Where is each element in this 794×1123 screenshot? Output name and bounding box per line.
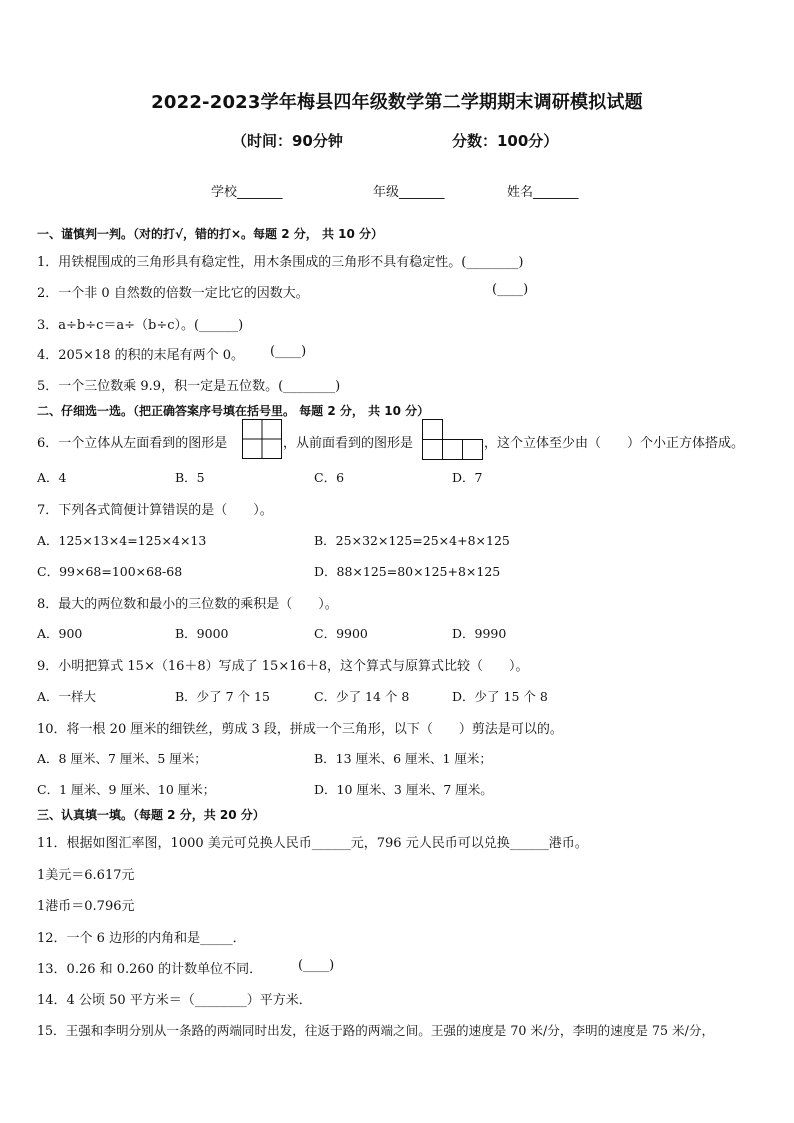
q9-option-d: D．少了 15 个 8 <box>452 689 548 704</box>
q10-option-c: C．1 厘米、9 厘米、10 厘米； <box>37 782 216 797</box>
q7-option-c: C．99×68=100×68-68 <box>37 564 183 579</box>
exchange-rate-usd: 1美元＝6.617元 <box>37 868 135 883</box>
q9-option-b: B．少了 7 个 15 <box>175 689 270 704</box>
exam-title: 2022-2023学年梅县四年级数学第二学期期末调研模拟试题 <box>151 92 643 113</box>
question-13-blank: (____) <box>298 958 335 973</box>
q7-option-b: B．25×32×125=25×4+8×125 <box>314 533 510 548</box>
question-1: 1．用铁棍围成的三角形具有稳定性，用木条围成的三角形不具有稳定性。(________) <box>37 255 524 270</box>
section2-heading: 二、仔细选一选。（把正确答案序号填在括号里。 每题 2 分， 共 10 分） <box>37 404 430 418</box>
question-13: 13．0.26 和 0.260 的计数单位不同． <box>37 962 263 977</box>
question-2: 2．一个非 0 自然数的倍数一定比它的因数大。 <box>37 286 309 301</box>
question-4-blank: (____) <box>270 344 307 359</box>
section1-heading: 一、谨慎判一判。（对的打√，错的打×。每题 2 分， 共 10 分） <box>37 227 383 241</box>
question-7: 7．下列各式简便计算错误的是（ ）。 <box>37 503 273 518</box>
q7-option-d: D．88×125=80×125+8×125 <box>314 564 501 579</box>
q10-option-a: A．8 厘米、7 厘米、5 厘米； <box>37 751 207 766</box>
q9-option-c: C．少了 14 个 8 <box>314 689 410 704</box>
grade-field: 年级_______ <box>373 185 445 200</box>
question-6-part-a: 6．一个立体从左面看到的图形是 <box>37 436 228 451</box>
name-field: 姓名_______ <box>507 185 579 200</box>
exam-score: 分数：100分） <box>452 132 559 150</box>
q6-option-c: C．6 <box>314 470 345 485</box>
q6-option-d: D．7 <box>452 470 483 485</box>
front-view-figure <box>422 419 484 460</box>
q7-option-a: A．125×13×4=125×4×13 <box>37 533 207 548</box>
q10-option-d: D．10 厘米、3 厘米、7 厘米。 <box>314 782 493 797</box>
question-4: 4．205×18 的积的末尾有两个 0。 <box>37 348 245 363</box>
question-14: 14．4 公顷 50 平方米＝（________）平方米． <box>37 993 312 1008</box>
q6-option-b: B．5 <box>175 470 205 485</box>
left-view-figure <box>242 419 282 459</box>
question-3: 3．a÷b÷c＝a÷（b÷c）。(______) <box>37 318 244 333</box>
exam-time: （时间：90分钟 <box>232 132 343 150</box>
question-5: 5．一个三位数乘 9.9，积一定是五位数。(________) <box>37 379 341 394</box>
q9-option-a: A．一样大 <box>37 689 97 704</box>
q8-option-c: C．9900 <box>314 626 368 641</box>
question-6-part-c: ，这个立体至少由（ ）个小正方体搭成。 <box>484 436 745 451</box>
q8-option-d: D．9990 <box>452 626 507 641</box>
q8-option-b: B．9000 <box>175 626 229 641</box>
question-8: 8．最大的两位数和最小的三位数的乘积是（ ）。 <box>37 597 338 612</box>
question-12: 12．一个 6 边形的内角和是_____． <box>37 931 246 946</box>
q6-option-a: A．4 <box>37 470 67 485</box>
question-2-blank: (____) <box>492 282 529 297</box>
exchange-rate-hkd: 1港币＝0.796元 <box>37 899 135 914</box>
section3-heading: 三、认真填一填。（每题 2 分，共 20 分） <box>37 808 265 822</box>
q8-option-a: A．900 <box>37 626 83 641</box>
school-field: 学校_______ <box>211 185 283 200</box>
question-11: 11．根据如图汇率图，1000 美元可兑换人民币______元，796 元人民币可以兑换______港币。 <box>37 836 588 851</box>
question-10: 10．将一根 20 厘米的细铁丝，剪成 3 段，拼成一个三角形，以下（ ）剪法是可以的。 <box>37 722 563 737</box>
question-6-part-b: ，从前面看到的图形是 <box>283 436 414 451</box>
question-15: 15．王强和李明分别从一条路的两端同时出发，往返于路的两端之间。王强的速度是 70 米/分，李明的速度是 75 米/分， <box>37 1023 715 1038</box>
q10-option-b: B．13 厘米、6 厘米、1 厘米； <box>314 751 492 766</box>
question-9: 9．小明把算式 15×（16＋8）写成了 15×16＋8，这个算式与原算式比较（ ）。 <box>37 659 529 674</box>
